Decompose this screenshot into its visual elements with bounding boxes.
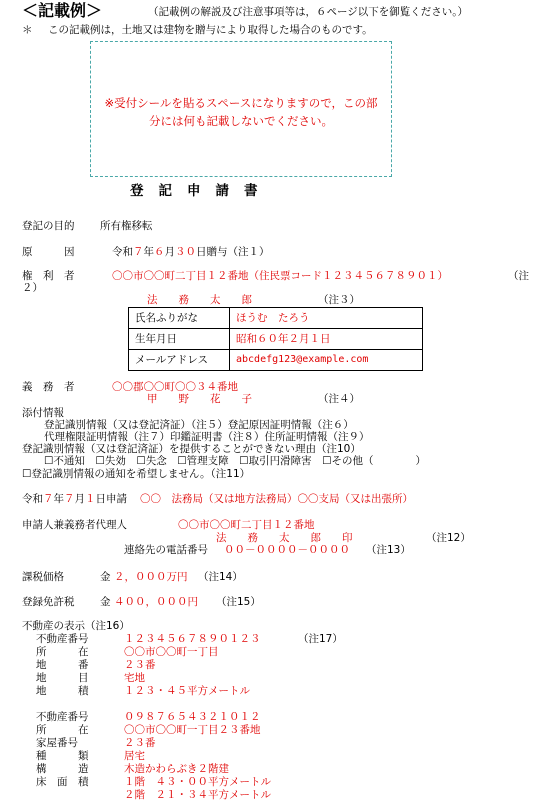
land-cat-label: 地 目 bbox=[36, 672, 89, 684]
tax-note: （注15） bbox=[216, 596, 261, 608]
seal-note-line2: 分には何も記載しないでください。 bbox=[149, 113, 333, 128]
tax-value: ４００，０００円 bbox=[114, 596, 198, 608]
table-key: メールアドレス bbox=[129, 350, 230, 371]
table-key: 氏名ふりがな bbox=[129, 308, 230, 329]
obligor-name: 甲 野 花 子 bbox=[147, 393, 252, 405]
holder-info-table bbox=[128, 307, 423, 371]
bldg-floor1: １階 ４３・００平方メートル bbox=[124, 776, 271, 788]
reception-seal-area bbox=[90, 41, 392, 177]
holder-name: 法 務 太 郎 bbox=[147, 294, 252, 306]
tax-base-note: （注14） bbox=[198, 571, 243, 583]
agent-address: 〇〇市〇〇町二丁目１２番地 bbox=[178, 519, 315, 531]
agent-label: 申請人兼義務者代理人 bbox=[22, 519, 127, 531]
seal-note-line1: ※受付シールを貼るスペースになりますので，この部 bbox=[104, 96, 378, 110]
table-key: 生年月日 bbox=[129, 329, 230, 350]
holder-address: 〇〇市〇〇町二丁目１２番地（住民票コード１２３４５６７８９０１） bbox=[112, 270, 448, 282]
land-loc: 〇〇市〇〇町一丁目 bbox=[124, 646, 219, 658]
bldg-loc-label: 所 在 bbox=[36, 724, 89, 736]
holder-label: 権 利 者 bbox=[22, 270, 75, 282]
table-value: abcdefg123@example.com bbox=[230, 350, 423, 371]
bldg-loc: 〇〇市〇〇町一丁目２３番地 bbox=[124, 724, 261, 736]
land-num: １２３４５６７８９０１２３ bbox=[124, 633, 261, 645]
document-title: 登記申請書 bbox=[130, 183, 273, 199]
application-office: 〇〇 法務局（又は地方法務局）〇〇支局（又は出張所） bbox=[140, 493, 413, 505]
header-note: （記載例の解説及び注意事項等は，６ページ以下を御覧ください。） bbox=[148, 6, 469, 18]
land-area-label: 地 積 bbox=[36, 685, 89, 697]
purpose-value: 所有権移転 bbox=[100, 220, 153, 232]
phone-note: （注13） bbox=[366, 544, 411, 556]
phone-label: 連絡先の電話番号 bbox=[124, 544, 208, 556]
bldg-kind: 居宅 bbox=[124, 750, 145, 762]
property-title: 不動産の表示（注16） bbox=[22, 620, 130, 632]
land-num-note: （注17） bbox=[298, 633, 343, 645]
obligor-note: （注４） bbox=[318, 393, 360, 405]
bldg-struct: 木造かわらぶき２階建 bbox=[124, 763, 229, 775]
land-num-label: 不動産番号 bbox=[36, 633, 89, 645]
tax-base-value: ２，０００万円 bbox=[114, 571, 188, 583]
example-title: ＜記載例＞ bbox=[22, 1, 103, 20]
obligor-label: 義 務 者 bbox=[22, 381, 75, 393]
cause-value: 令和７年６月３０日贈与（注１） bbox=[112, 246, 270, 258]
agent-name: 法 務 太 郎 印 bbox=[216, 532, 353, 544]
holder-note-b: ２） bbox=[22, 282, 43, 294]
bldg-num: ０９８７６５４３２１０１２ bbox=[124, 711, 261, 723]
table-value: 昭和６０年２月１日 bbox=[230, 329, 423, 350]
attachments-title: 添付情報 bbox=[22, 407, 64, 419]
asterisk-mark: ＊ bbox=[22, 24, 33, 36]
land-lot: ２３番 bbox=[124, 659, 156, 671]
attachments-line4: ☐不通知 ☐失効 ☐失念 ☐管理支障 ☐取引円滑障害 ☐その他（ ） bbox=[44, 455, 426, 467]
attachments-line1: 登記識別情報（又は登記済証）（注５）登記原因証明情報（注６） bbox=[44, 419, 354, 431]
phone-value: ００－００００－００００ bbox=[224, 544, 350, 556]
attachments-line3: 登記識別情報（又は登記済証）を提供することができない理由（注10） bbox=[22, 443, 361, 455]
obligor-address: 〇〇郡〇〇町〇〇３４番地 bbox=[112, 381, 238, 393]
bldg-floor-label: 床 面 積 bbox=[36, 776, 89, 788]
bldg-num-label: 不動産番号 bbox=[36, 711, 89, 723]
bldg-floor2: ２階 ２１・３４平方メートル bbox=[124, 789, 271, 801]
table-row bbox=[129, 350, 423, 371]
holder-note-a: （注 bbox=[508, 270, 529, 282]
table-row bbox=[129, 329, 423, 350]
cause-label: 原 因 bbox=[22, 246, 75, 258]
example-scope: この記載例は，土地又は建物を贈与により取得した場合のものです。 bbox=[48, 24, 373, 36]
agent-note: （注12） bbox=[426, 532, 471, 544]
tax-base-label: 課税価格 bbox=[22, 571, 64, 583]
purpose-label: 登記の目的 bbox=[22, 220, 75, 232]
bldg-struct-label: 構 造 bbox=[36, 763, 89, 775]
application-date: 令和７年７月１日申請 bbox=[22, 493, 127, 505]
holder-name-note: （注３） bbox=[318, 294, 360, 306]
land-loc-label: 所 在 bbox=[36, 646, 89, 658]
tax-base-prefix: 金 bbox=[100, 571, 111, 583]
tax-label: 登録免許税 bbox=[22, 596, 75, 608]
bldg-house: ２３番 bbox=[124, 737, 156, 749]
bldg-kind-label: 種 類 bbox=[36, 750, 89, 762]
table-row bbox=[129, 308, 423, 329]
tax-prefix: 金 bbox=[100, 596, 111, 608]
land-cat: 宅地 bbox=[124, 672, 145, 684]
land-area: １２３・４５平方メートル bbox=[124, 685, 250, 697]
table-value: ほうむ たろう bbox=[230, 308, 423, 329]
bldg-house-label: 家屋番号 bbox=[36, 737, 78, 749]
attachments-line2: 代理権限証明情報（注７）印鑑証明書（注８）住所証明情報（注９） bbox=[44, 431, 370, 443]
land-lot-label: 地 番 bbox=[36, 659, 89, 671]
attachments-line5: ☐登記識別情報の通知を希望しません。（注11） bbox=[22, 468, 251, 480]
